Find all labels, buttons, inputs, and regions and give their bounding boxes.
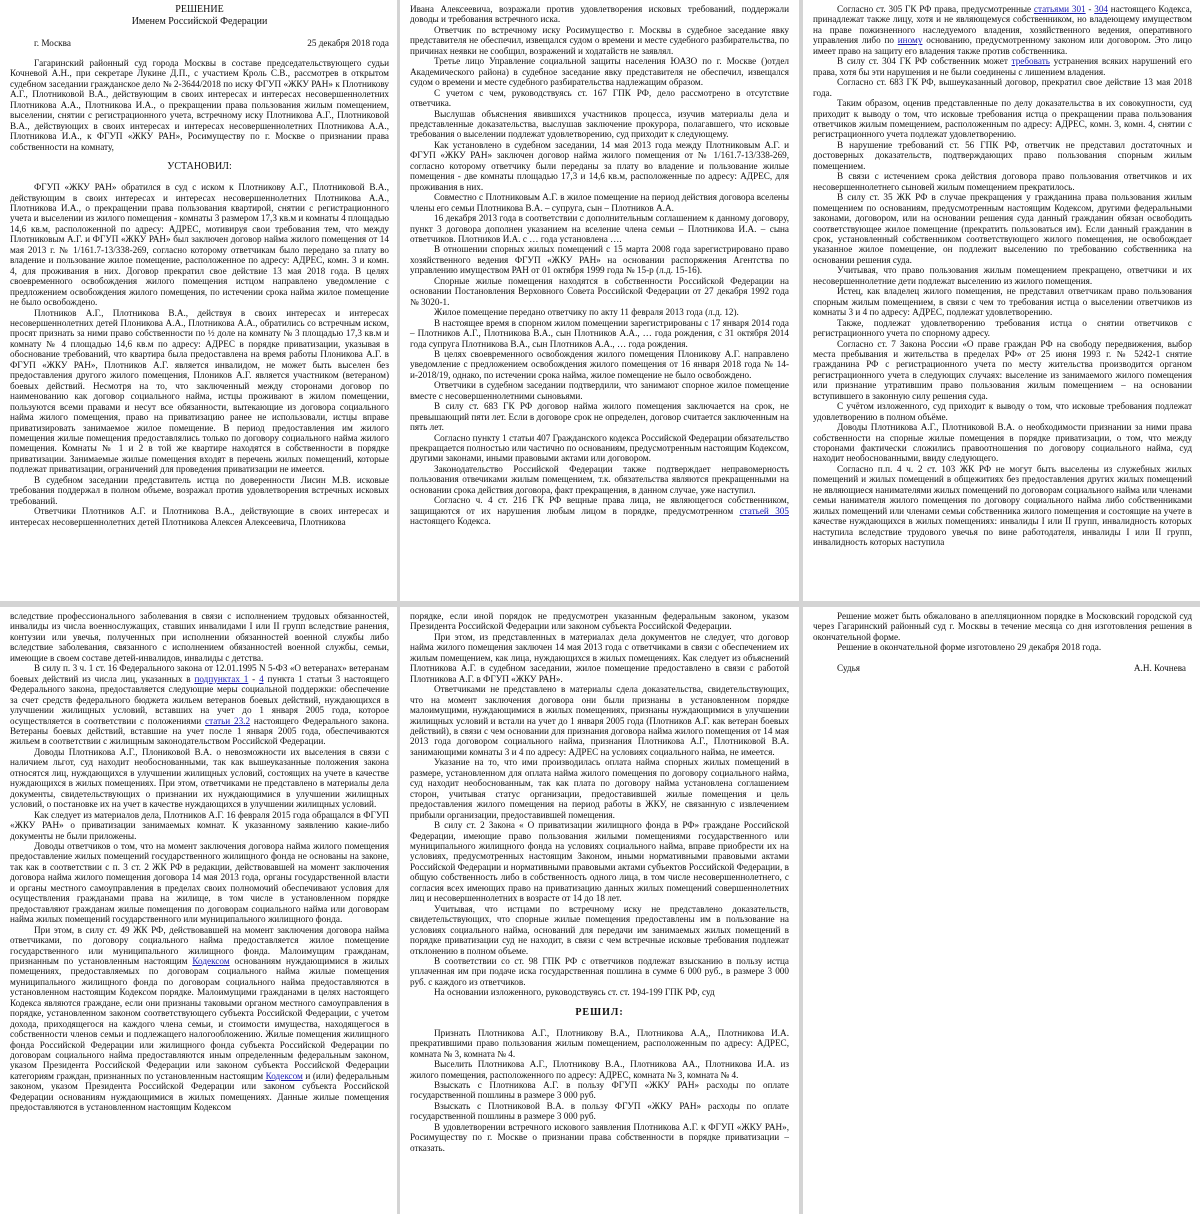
page-2-column-1 (0, 607, 397, 1214)
paragraph: В силу п. 3 ч. 1 ст. 16 Федерального закона от 12.01.1995 N 5-ФЗ «О ветеранах» ветеранам боевых действий из числа лиц, указанных в подпунктах 1 - 4 пункта 1 статьи 3 настоящего Федерального закона, предоставляется следующие меры социальной поддержки: обеспечение за счет средств федерального бюджета жильем ветеранов боевых действий, нуждающихся в улучшении жилищных условий, вставших на учет до 1 января 2005 года, которое осуществляется в соответствии с положениями статьи 23.2 настоящего Федерального закона. Ветераны боевых действий, вставшие на учет после 1 января 2005 года, обеспечиваются жильем в соответствии с жилищным законодательством Российской Федерации. (10, 663, 390, 747)
paragraph: порядке, если иной порядок не предусмотрен указанным федеральным законом, указом Президента Российской Федерации или законом субъекта Российской Федерации. (410, 611, 789, 632)
paragraph: Согласно п.п. 4 ч. 2 ст. 103 ЖК РФ не могут быть выселены из служебных жилых помещений и жилых помещений в общежитиях без предоставления других жилых помещений не являющиеся нанимателями жилых помещений по договорам социального найма или членами семьи нанимателя жилого помещения по договору социального найма либо собственниками жилых помещений или членами семьи собственника жилого помещения и состоящие на учете в качестве нуждающихся в жилых помещениях: инвалиды I или II групп, инвалидность которых наступила вследствие трудового увечья по вине работодателя, инвалиды I или II групп, инвалидность которых наступила (813, 463, 1192, 548)
signature-row (813, 662, 1192, 674)
paragraph: Законодательство Российской Федерации также подтверждает неправомерность пользования отвечиками жилым помещением, т.к. обязательства являются прекращенными на основании срока действия договора, факт прекращения, в данном случае, уже наступил. (410, 463, 789, 495)
paragraph: Ответчики в судебном заседании подтвердили, что занимают спорное жилое помещение вместе с несовершеннолетними сыновьями. (410, 380, 789, 401)
paragraph: В силу ст. 304 ГК РФ собственник может требовать устранения всяких нарушений его права, хотя бы эти нарушения и не были соединены с лишением владения. (813, 56, 1192, 77)
paragraph: Указание на то, что ими производилась оплата найма спорных жилых помещений в размере, установленном для оплата найма жилого помещения по договору социального найма, суд находит необоснованным, так как плата по договору найма установлена соглашением сторон, учитывая статус организации, предоставившей жилые помещения и цель предоставления жилого помещения на период работы в ЖКУ, не связанную с извлечением прибыли организации, предоставившей помещения. (410, 757, 789, 820)
page-1-column-2 (400, 0, 797, 601)
paragraph: Как установлено в судебном заседании, 14 мая 2013 года между Плотниковым А.Г. и ФГУП «ЖКУ РАН» заключен договор найма жилого помещения от № 1/161.7-13/338-269, согласно которому ответчику были переданы за плату во владение и пользование жилые помещения - две комнаты площадью 17,3 и 14,6 кв.м, расположенные по адресу: АДРЕС, для проживания в них. (410, 139, 789, 192)
paragraph: Плотников А.Г., Плотникова В.А., действуя в своих интересах и интересах несовершеннолетних детей Плоникова А.А., Плотникова А.А., обратились со встречным иском, просят признать за ними право собственности по ½ доле на комнату № 3 площадью 17,3 кв.м и комнату № 4 площадью 14,6 кв.м по адресу: АДРЕС в порядке приватизации, указывая в обоснование требований, что квартира была предоставлена на время работы Плоникова А.Г. в ФГУП «ЖКУ РАН», Плотников А.Г. является инвалидом, не может быть выселен без предоставления другого жилого помещения, Плоников А.Г. является участником (ветераном) боевых действий. Несмотря на то, что заключенный между сторонами договор по наименованию как договор социального найма, истцы проживают в жилом помещении, пользуются всеми правами и несут все обязанности, вытекающие из договора социального найма жилого помещения, право на приватизацию ранее не использовали, истцы вправе приватизировать занимаемое жилое помещение. В период предоставления им жилого помещения жилые помещения предоставлялись только по договору социального найма жилого помещения. Комнаты № 1 и 2 в той же квартире находятся в собственности в порядке приватизации. Занимаемые жилые помещения входят в перечень жилых помещений, которые подлежат приватизации, ограничений для проведения приватизации не имеется. (10, 307, 389, 475)
page-1-column-1 (0, 0, 397, 601)
paragraph: Учитывая, что право пользования жилым помещением прекращено, ответчики и их несовершеннолетние дети подлежат выселению из жилого помещения. (813, 265, 1192, 286)
paragraph: Совместно с Плотниковым А.Г. в жилое помещение на период действия договора вселены члены его семьи Плотникова В.А. – супруга, сын – Плотников А.А. (410, 192, 789, 213)
decision-date: 25 декабря 2018 года (307, 38, 389, 48)
law-link-code[interactable]: Кодексом (265, 1070, 303, 1081)
paragraph: Жилое помещение передано ответчику по акту 11 февраля 2013 года (л.д. 12). (434, 307, 739, 318)
section-heading-decided: РЕШИЛ: (575, 1006, 624, 1018)
paragraph: Третье лицо Управление социальной защиты населения ЮАЗО по г. Москве ()отдел Академического района) в судебное заседание явку представителя не обеспечил, извещался судом о времени и месте судебного разбирательства надлежащим образом. (410, 56, 789, 88)
paragraph: 16 декабря 2013 года в соответствии с дополнительным соглашением к данному договору, пункт 3 договора дополнен указанием на вселение члена семьи – Плотникова И.А. – сына ответчиков. Плотников И.А. с … года установлена …. (410, 213, 789, 244)
law-link-other-ground[interactable]: иному (897, 35, 923, 46)
paragraph: На основании изложенного, руководствуясь ст. ст. 194-199 ГПК РФ, суд (434, 987, 715, 998)
paragraph: С учетом с чем, руководствуясь ст. 167 ГПК РФ, дело рассмотрено в отсутствие ответчика. (410, 87, 789, 109)
page-2-column-2 (400, 607, 797, 1214)
law-link-article-304[interactable]: 304 (1094, 4, 1109, 14)
place-date-row (10, 37, 389, 49)
final-form-date: Решение в окончательной форме изготовлено 29 декабря 2018 года. (837, 642, 1102, 653)
paragraph: Спорные жилые помещения находятся в собственности Российской Федерации на основании Постановления Верховного Совета Российской Федерации от 27 декабря 1992 года № 3020-1. (410, 275, 789, 307)
paragraph: Согласно ч. 4 ст. 216 ГК РФ вещные права лица, не являющегося собственником, защищаются от их нарушения любым лицом в порядке, предусмотренном статьей 305 настоящего Кодекса. (410, 495, 789, 527)
paragraph: В силу ст. 2 Закона « О приватизации жилищного фонда в РФ» граждане Российской Федерации, имеющие право пользования жилыми помещениями государственного или муниципального жилищного фонда на условиях социального найма, вправе приобрести их на условиях, предусмотренных настоящим Законом, иными нормативными правовыми актами Российской Федерации и нормативными правовыми актами субъектов Российской Федерации, в общую собственность либо в собственность одного лица, в том числе несовершеннолетнего, с согласия всех имеющих право на приватизацию данных жилых помещений совершеннолетних лиц и несовершеннолетних в возрасте от 14 до 18 лет. (410, 820, 789, 904)
paragraph: Согласно пункту 1 статьи 407 Гражданского кодекса Российской Федерации обязательство прекращается полностью или частично по основаниям, предусмотренным настоящим Кодексом, другими законами, иными правовыми актами или договором. (410, 432, 789, 464)
paragraph: С учётом изложенного, суд приходит к выводу о том, что исковые требования подлежат удовлетворению в полном объёме. (813, 401, 1192, 422)
ruling-item: В удовлетворении встречного искового заявления Плотникова А.Г. к ФГУП «ЖКУ РАН», Росимуществу по г. Москве о признании права собственности в порядке приватизации – отказать. (410, 1121, 789, 1153)
paragraph: Как следует из материалов дела, Плотников А.Г. 16 февраля 2015 года обращался в ФГУП «ЖКУ РАН» о приватизации занимаемых комнат. К указанному заявлению какие-либо документы не были приложены. (10, 809, 389, 841)
law-link-subparagraph-1[interactable]: подпунктах 1 (194, 673, 249, 684)
judge-name: А.Н. Кочнева (1133, 662, 1186, 673)
law-link-code[interactable]: Кодексом (192, 955, 230, 966)
paragraph: В силу ст. 35 ЖК РФ в случае прекращения у гражданина права пользования жилым помещением по основаниям, предусмотренным настоящим Кодексом, другими федеральными законами, договором, или на основании решения суда данный гражданин обязан освободить соответствующее жилое помещение (прекратить пользоваться им). Если данный гражданин в срок, установленный собственником соответствующего жилого помещения, не освобождает указанное жилое помещение, он подлежит выселению по требованию собственника на основании решения суда. (813, 192, 1192, 265)
law-link-article-301[interactable]: статьями 301 (1033, 4, 1086, 14)
paragraph: При этом, в силу ст. 49 ЖК РФ, действовавшей на момент заключения договора найма ответчиками, по договору социального найма предоставляется жилое помещение государственного или муниципального жилищного фонда. Малоимущим гражданам, признанным по установленным настоящим Кодексом основаниям нуждающимися в жилых помещениях, предоставляемых по договорам социального найма жилые помещения муниципального жилищного фонда по договорам социального найма предоставляются в установленном настоящим Кодексом порядке. Малоимущими гражданами в целях настоящего Кодекса являются граждане, если они признаны таковыми органом местного самоуправления в порядке, установленном законом соответствующего субъекта Российской Федерации, с учетом дохода, приходящегося на каждого члена семьи, и стоимости имущества, находящегося в собственности членов семьи и подлежащего налогообложению. Жилые помещения жилищного фонда Российской Федерации или жилищного фонда субъекта Российской Федерации по договорам социального найма предоставляются иным определенным федеральным законом, указом Президента Российской Федерации или законом субъекта Российской Федерации категориям граждан, признанных по установленным настоящим Кодексом и (или) федеральным законом, указом Президента Российской Федерации или законом субъекта Российской Федерации основаниям нуждающимися в жилых помещениях. Данные жилые помещения предоставляются в установленном настоящим Кодексом (10, 924, 390, 1113)
paragraph: Согласно ст. 7 Закона России «О праве граждан РФ на свободу передвижения, выбор места пребывания и жительства в пределах РФ» от 25 июня 1993 г. № 5242-1 снятие гражданина РФ с регистрационного учета по месту жительства производится органом регистрационного учета в следующих случаях: выселение из занимаемого жилого помещения или признание утратившим право пользования жилым помещением – на основании вступившего в законную силу решения суда. (813, 338, 1192, 401)
law-link-article-305[interactable]: статьей 305 (739, 505, 789, 516)
intro-paragraph: Гагаринский районный суд города Москвы в составе председательствующего судьи Кочневой А.Н., при секретаре Лукине Д.П., с участием Кроль С.В., рассмотрев в открытом судебном заседании гражданское дело № 2-3644/2018 по иску ФГУП «ЖКУ РАН» к Плотникову А.Г., Плотниковой В.А., действующим в своих интересах и интересах несовершеннолетних Плотникова А.А., Плотникова И.А., о прекращении права пользования жилым помещением, выселении, снятии с регистрационного учета, встречному иску Плотникова А.Г., Плотниковой В.А., действующих в своих интересах и интересах несовершеннолетних Плотникова А.А., Плотникова И.А., к ФГУП «ЖКУ РАН», Росимуществу по г. Москве о признании права собственности на комнату, (10, 58, 389, 152)
ruling-item: Признать Плотникова А.Г., Плотникову В.А., Плотникова А.А,, Плотникова И.А. прекратившими право пользования жилым помещением, расположенным по адресу: АДРЕС, комната № 3, комната № 4. (410, 1027, 789, 1059)
paragraph: Выслушав объяснения явившихся участников процесса, изучив материалы дела и представленные доказательства, выслушав заключение прокурора, полагавшего, что исковые требования о выселении подлежат удовлетворению, суд приходит к следующему. (410, 108, 789, 140)
paragraph: Доводы Плотникова А.Г., Плониковой В.А. о невозможности их выселения в связи с наличием льгот, суд находит необоснованными, так как вышеуказанные положения закона относятся лиц, нуждающихся в улучшении жилищных условий, состоящих на учете в качестве нуждающихся в жилых помещениях. При этом, ответчиками не представлено в материалы дела документы, свидетельствующих о признании их нуждающимися в улучшении жилищных условий, о постановке их на учет в качестве нуждающихся в улучшении жилищных условий. (10, 746, 389, 810)
ruling-item: Взыскать с Плотникова А.Г. в пользу ФГУП «ЖКУ РАН» расходы по оплате государственной пошлины в размере 3 000 руб. (410, 1080, 789, 1101)
paragraph: В соответствии со ст. 98 ГПК РФ с ответчиков подлежат взысканию в пользу истца уплаченная им при подаче иска государственная пошлина в сумме 6 000 руб., в размере 3 000 руб. с каждого из ответчиков. (410, 955, 789, 987)
paragraph: Доводы Плотникова А.Г., Плотниковой В.А. о необходимости признании за ними права собственности на спорные жилые помещения в порядке приватизации, о том, что между сторонами фактически сложились правоотношения по договору социального найма, суд находит необоснованными, ввиду следующего. (813, 422, 1192, 464)
paragraph: В целях своевременного освобождения жилого помещения Плоникову А.Г. направлено уведомление с предложением освобождения жилого помещения от 16 января 2018 года № 14-и-2018/19, однако, по истечении срока найма, жилое помещение не было освобождено. (410, 348, 789, 380)
paragraph: В силу ст. 683 ГК РФ договор найма жилого помещения заключается на срок, не превышающий пяти лет. Если в договоре срок не определен, договор считается заключенным на пять лет. (410, 401, 789, 433)
paragraph: Ответчики Плотников А.Г. и Плотникова В.А., действующие в своих интересах и интересах несовершеннолетних детей Плотникова Алексея Алексеевича, Плотникова (10, 506, 389, 527)
paragraph: В связи с истечением срока действия договора право пользования ответчиков и их несовершеннолетнего сыновей жилым помещением прекратилось. (813, 171, 1192, 192)
paragraph: Ответчик по встречному иску Росимущество г. Москвы в судебное заседание явку представителя не обеспечил, извещался судом о времени и месте судебного разбирательства, по причинах неявки не сообщил, возражений и ходатайств не заявлял. (410, 24, 789, 56)
section-heading-established: УСТАНОВИЛ: (167, 161, 232, 173)
paragraph: В отношении спорных жилых помещений с 15 марта 2008 года зарегистрировано право хозяйственного ведения ФГУП «ЖКУ РАН» на основании распоряжения Агентства по управлению имуществом РАН от 01 октября 1999 года № 15-р (л.д. 15-16). (410, 244, 789, 276)
paragraph: В судебном заседании представитель истца по доверенности Лисин М.В. исковые требования поддержал в полном объеме, возражал против удовлетворения встречных исковых требований. (10, 474, 389, 506)
page-2-column-3 (803, 607, 1200, 1214)
city: г. Москва (34, 38, 71, 48)
paragraph: Учитывая, что истцами по встречному иску не представлено доказательств, свидетельствующих, что спорные жилые помещения предоставлены им в пользование на условиях социального найма, оснований для передачи им занимаемых жилых помещений в порядке приватизации суд не находит, в связи с чем встречные исковые требования подлежат отклонению в полном объеме. (410, 903, 789, 956)
paragraph: Ответчиками не представлено в материалы сдела доказательства, свидетельствующих, что на момент заключения договора они были признаны в установленном порядке малоимущими, нуждающимися в жилых помещениях, признаны нуждающимися в улучшении жилищных условий и встали на учет до 1 января 2005 года (Плотников А.Г. как ветеран боевых действий), в связи с чем основании для признания договора найма жилого помещения от 14 мая 2013 года договором социального найма, признания Плотникова А.Г., Плотниковой В.А. занимающими комнаты 3 и 4 по адресу: АДРЕС на условиях социального найма, не имеется. (410, 684, 789, 757)
paragraph: В нарушение требований ст. 56 ГПК РФ, ответчик не представил достаточных и достоверных доказательств, подтверждающих право пользования спорным жилым помещением. (813, 139, 1192, 171)
page-1-column-3 (803, 0, 1200, 601)
document-subtitle: Именем Российской Федерации (131, 16, 268, 27)
paragraph: Также, подлежат удовлетворению требования истца о снятии ответчиков с регистрационного учета по спорному адресу. (813, 317, 1192, 339)
paragraph: В настоящее время в спорном жилом помещении зарегистрированы с 17 января 2014 года – Плотников А.Г., Плотникова В.А., сын Плотников А.А., … года рождения, с 31 октября 2014 года супруга Плотникова В.А., сын Плотников А.А., … года рождения. (410, 317, 789, 349)
paragraph: ФГУП «ЖКУ РАН» обратился в суд с иском к Плотникову А.Г., Плотниковой В.А., действующим в своих интересах и интересах несовершеннолетних Плотникова А.А., Плотникова И.А., о прекращении права пользования квартирой, снятии с регистрационного учета и выселении из жилого помещения - комнаты 3 размером 17,3 кв.м и комнаты 4 площадью 14,6 кв.м, расположенной по адресу: АДРЕС, мотивируя свои требования тем, что между Плотниковым А.Г. и ФГУП «ЖКУ РАН» был заключен договор найма жилого помещения от 14 мая 2013 г. № 1/161.7-13/338-269, согласно которому ответчикам было передано за плату во владение и пользование жилое помещение, расположенное по адресу: АДРЕС, комн. 3 и комн. 4, для проживания в них. Договор прекратил свое действие 13 мая 2018 года. В целях своевременного освобождения жилого помещения истцом направлено уведомление с предложением освобождения жилого помещения, по истечении срока найма жилое помещение не было освобождено. (10, 182, 389, 308)
paragraph: Истец, как владелец жилого помещения, не представил ответчикам право пользования спорным жилым помещением, в связи с чем то требования истца о выселении ответчиков из комнаты 3 и 4 по адресу: АДРЕС, подлежат удовлетворению. (813, 286, 1192, 318)
law-link-article-23-2[interactable]: статьи 23.2 (205, 715, 251, 726)
paragraph: Согласно ст. 305 ГК РФ права, предусмотренные статьями 301 - 304 настоящего Кодекса, принадлежат также лицу, хотя и не являющемуся собственником, но владеющему имуществом на праве пожизненного наследуемого владения, хозяйственного ведения, оперативного управления либо по иному основанию, предусмотренному законом или договором. Это лицо имеет право на защиту его владения также против собственника. (813, 4, 1192, 56)
paragraph: Доводы ответчиков о том, что на момент заключения договора найма жилого помещения предоставление жилых помещений государственного жилищного фонда не основаны на законе, так как в соответствии с п. 3 ст. 2 ЖК РФ в редакции, действовавшей на момент заключения договора найма жилого помещения договора 14 мая 2013 года, органы государственной власти и органы местного самоуправления в пределах своих полномочий обеспечивают условия для осуществления гражданами права на жилище, в том числе в установленном порядке предоставляют гражданам жилые помещения по договорам социального найма или договорам найма жилых помещений государственного или муниципального жилищного фонда. (10, 840, 389, 925)
law-link-subparagraph-4[interactable]: 4 (259, 673, 264, 684)
document-title: РЕШЕНИЕ (175, 4, 224, 15)
paragraph: Согласно ст. 683 ГК РФ, вышеуказанный договор, прекратил свое действие 13 мая 2018 года. (813, 77, 1192, 98)
appeal-notice: Решение может быть обжаловано в апелляционном порядке в Московский городской суд через Гагаринский районный суд г. Москвы в течение месяца со дня изготовления решения в окончательной форме. (813, 611, 1192, 642)
ruling-item: Выселить Плотникова А.Г., Плотникову В.А., Плотникова АА., Плотникова И.А. из жилого помещения, расположенного по адресу: АДРЕС, комната № 3, комната № 4. (410, 1059, 789, 1080)
judge-label: Судья (837, 662, 861, 673)
law-link-demand[interactable]: требовать (1011, 56, 1050, 67)
paragraph: При этом, из представленных в материалах дела документов не следует, что договор найма жилого помещения заключен 14 мая 2013 года с ответчиками в связи с обеспечением их жилым помещением, как лица, нуждающихся в жилых помещениях. Как следует из объяснений Плотникова А.Г. в судебном заседании, жилое помещение предоставлено в связи с работой Плотникова А.Г. в ФГУП «ЖКУ РАН». (410, 631, 789, 684)
paragraph: Таким образом, оценив представленные по делу доказательства в их совокупности, суд приходит к выводу о том, что исковые требования истца о прекращении права пользования ответчиков жилым помещением, расположенным по адресу: АДРЕС, комн. 3, комн. 4, снятии с регистрационного учета подлежат удовлетворению. (813, 98, 1192, 140)
ruling-item: Взыскать с Плотниковой В.А. в пользу ФГУП «ЖКУ РАН» расходы по оплате государственной пошлины в размере 3 000 руб. (410, 1100, 789, 1122)
paragraph: Ивана Алексеевича, возражали против удовлетворения исковых требований, поддержали доводы и требования встречного иска. (410, 4, 789, 25)
paragraph: вследствие профессионального заболевания в связи с исполнением трудовых обязанностей, инвалиды из числа военнослужащих, ставших инвалидами I или II групп вследствие ранения, контузии или увечья, полученных при исполнении обязанностей военной службы либо вследствие заболевания, связанного с исполнением обязанностей военной службы, семьи, имеющие в своем составе детей-инвалидов, инвалиды с детства. (10, 611, 389, 663)
